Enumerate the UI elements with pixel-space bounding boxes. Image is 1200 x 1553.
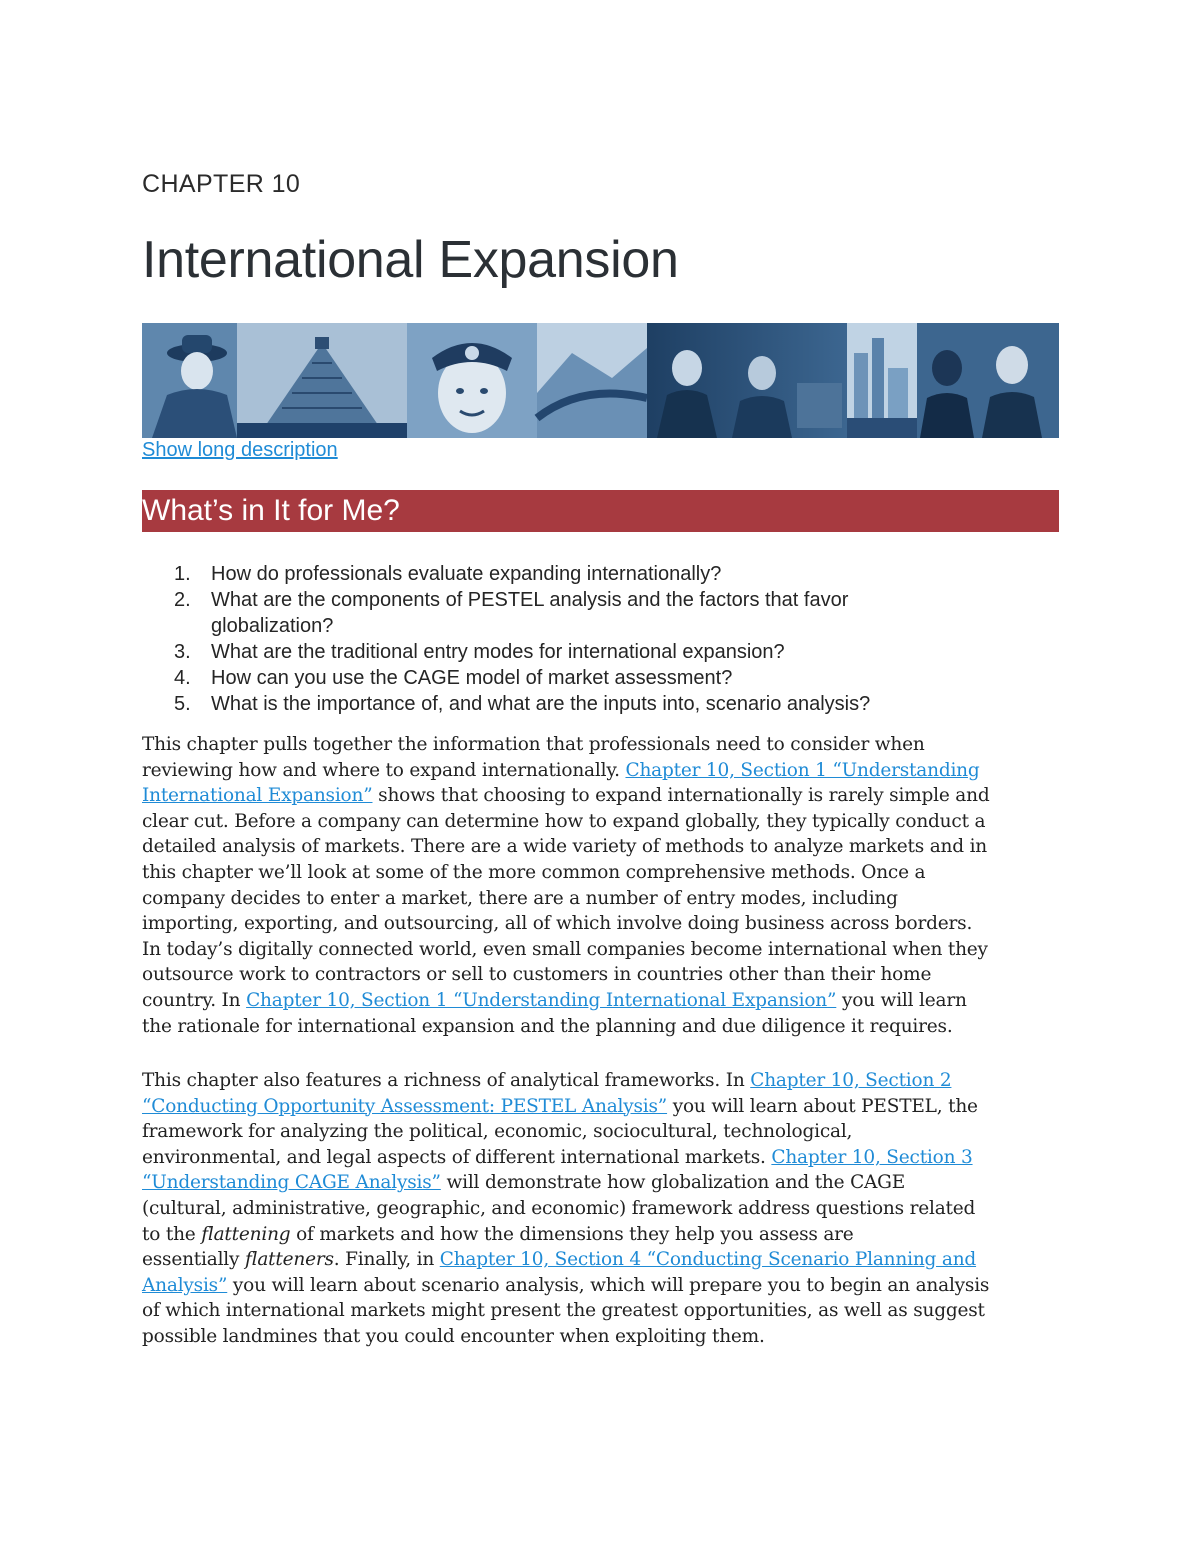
text-line	[142, 988, 1060, 1014]
text-line: this chapter we’ll look at some of the more common comprehensive methods. Once a	[142, 861, 926, 883]
emphasis-flatteners: flatteners	[244, 1249, 334, 1271]
chapter-label: CHAPTER 10	[142, 170, 301, 198]
link-section-3[interactable]: “Understanding CAGE Analysis”	[142, 1172, 441, 1194]
banner-great-wall	[537, 323, 647, 438]
text-run: environmental, and legal aspects of different international markets.	[142, 1146, 772, 1168]
link-section-4[interactable]: Chapter 10, Section 4 “Conducting Scenario Planning and	[439, 1249, 977, 1271]
text-line: In today’s digitally connected world, even small companies become international when they	[142, 938, 988, 960]
text-run: you will learn about PESTEL, the	[667, 1095, 978, 1117]
text-line	[142, 1222, 1060, 1248]
list-number: 5.	[174, 693, 191, 715]
text-run: you will learn about scenario analysis, which will prepare you to begin an analysis	[227, 1274, 990, 1296]
text-line: outsource work to contractors or sell to customers in countries other than their home	[142, 964, 932, 986]
text-line: importing, exporting, and outsourcing, all of which involve doing business across borders.	[142, 913, 973, 935]
text-line: detailed analysis of markets. There are a wide variety of methods to analyze markets and in	[142, 836, 987, 858]
link-section-2[interactable]: Chapter 10, Section 2	[750, 1070, 952, 1091]
link-section-1[interactable]: International Expansion”	[142, 785, 373, 807]
list-item	[142, 665, 1002, 691]
link-section-4[interactable]: Analysis”	[142, 1274, 228, 1296]
text-run: . Finally, in	[333, 1249, 440, 1271]
text-run: will demonstrate how globalization and the CAGE	[440, 1172, 906, 1194]
show-long-description-link[interactable]: Show long description	[142, 439, 338, 461]
text-run: to the	[142, 1223, 202, 1245]
text-line	[142, 1247, 1060, 1273]
link-section-1-inline[interactable]: Chapter 10, Section 1 “Understanding International Expansion”	[246, 989, 837, 1011]
banner-business-meeting	[647, 323, 847, 438]
banner-city-skyline	[847, 323, 917, 438]
list-item	[142, 561, 1002, 587]
link-section-3[interactable]: Chapter 10, Section 3	[771, 1146, 973, 1168]
list-number: 2.	[174, 589, 191, 611]
text-line: framework for analyzing the political, economic, sociocultural, technological,	[142, 1121, 853, 1143]
text-line	[142, 783, 1060, 809]
text-line: of which international markets might present the greatest opportunities, as well as suggest	[142, 1300, 985, 1322]
intro-paragraph-2	[142, 1068, 1060, 1350]
text-run: you will learn	[836, 989, 967, 1011]
text-line: clear cut. Before a company can determine how to expand globally, they typically conduct a	[142, 810, 986, 832]
banner-two-men	[917, 323, 1059, 438]
text-run: of markets and how the dimensions they help you assess are	[290, 1223, 854, 1245]
list-item-text: globalization?	[211, 615, 334, 637]
section-heading: What’s in It for Me?	[142, 494, 400, 527]
list-number: 1.	[174, 563, 191, 585]
text-run: country. In	[142, 989, 247, 1011]
list-item	[142, 691, 1002, 717]
text-line	[142, 758, 1060, 784]
link-section-1[interactable]: Chapter 10, Section 1 “Understanding	[625, 759, 980, 781]
text-run: This chapter also features a richness of analytical frameworks. In	[142, 1070, 751, 1091]
text-line	[142, 1273, 1060, 1299]
list-item-text: How can you use the CAGE model of market assessment?	[211, 667, 733, 689]
chapter-title: International Expansion	[142, 231, 679, 289]
text-line: possible landmines that you could encounter when exploiting them.	[142, 1325, 765, 1347]
list-item-text: How do professionals evaluate expanding internationally?	[211, 563, 722, 585]
text-line: This chapter pulls together the information that professionals need to consider when	[142, 734, 925, 755]
link-section-2[interactable]: “Conducting Opportunity Assessment: PESTEL Analysis”	[142, 1095, 668, 1117]
intro-paragraph-1	[142, 732, 1060, 1039]
text-line	[142, 1170, 1060, 1196]
banner-pyramid	[237, 323, 407, 438]
text-line	[142, 1094, 1060, 1120]
text-line: company decides to enter a market, there are a number of entry modes, including	[142, 887, 898, 909]
section-heading-bar	[142, 490, 1059, 532]
text-line: the rationale for international expansion and the planning and due diligence it requires.	[142, 1015, 953, 1037]
banner-man-with-hat	[142, 323, 237, 438]
list-item-text: What are the traditional entry modes for international expansion?	[211, 641, 785, 663]
list-item-text: What are the components of PESTEL analysis and the factors that favor	[211, 589, 849, 611]
text-line	[142, 1068, 1060, 1094]
list-item	[142, 587, 1002, 639]
text-run: shows that choosing to expand internationally is rarely simple and	[372, 785, 990, 807]
text-run: reviewing how and where to expand internationally.	[142, 759, 626, 781]
chapter-banner-image	[142, 323, 1059, 438]
list-item-text: What is the importance of, and what are the inputs into, scenario analysis?	[211, 693, 871, 715]
list-number: 3.	[174, 641, 191, 663]
list-item	[142, 639, 1002, 665]
text-line	[142, 1145, 1060, 1171]
emphasis-flattening: flattening	[201, 1223, 291, 1245]
banner-woman-headdress	[407, 323, 537, 438]
learning-objectives-list	[142, 561, 1002, 717]
text-line: (cultural, administrative, geographic, and economic) framework address questions related	[142, 1197, 976, 1219]
list-number: 4.	[174, 667, 191, 689]
text-run: essentially	[142, 1249, 245, 1271]
